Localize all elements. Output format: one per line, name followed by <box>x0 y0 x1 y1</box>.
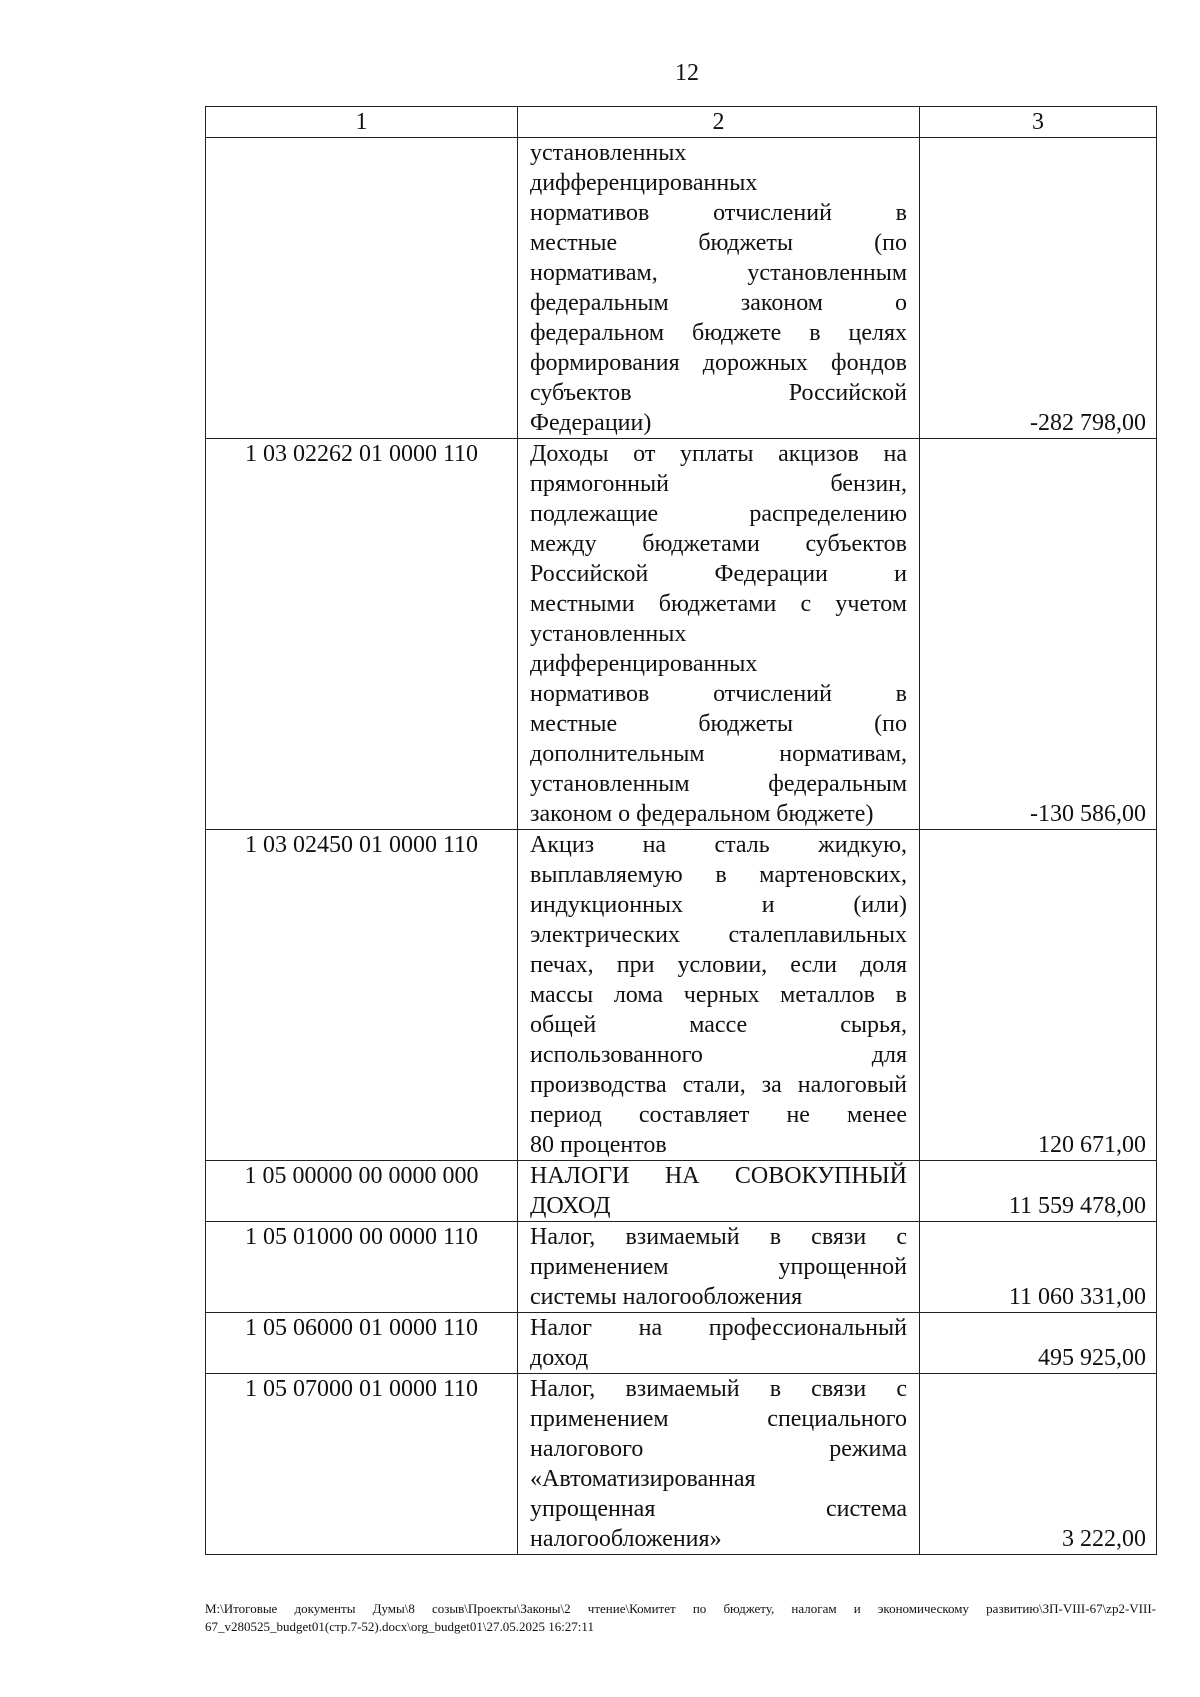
row-code: 1 05 06000 01 0000 110 <box>206 1313 518 1374</box>
description-line: федеральным законом о <box>530 290 907 316</box>
description-line: Доходы от уплаты акцизов на <box>530 441 907 467</box>
row-amount-cell <box>920 830 1157 1161</box>
description-line: массы лома черных металлов в <box>530 982 907 1008</box>
budget-table <box>205 106 1157 1555</box>
description-line: Федерации) <box>530 410 652 436</box>
table-header-row <box>206 107 1157 138</box>
description-line: установленным федеральным <box>530 771 907 797</box>
description-line: формирования дорожных фондов <box>530 350 907 376</box>
description-line: Налог, взимаемый в связи с <box>530 1376 907 1402</box>
row-amount-cell <box>920 439 1157 830</box>
description-line: подлежащие распределению <box>530 501 907 527</box>
row-amount: 3 222,00 <box>1062 1526 1146 1552</box>
table-row <box>206 1374 1157 1555</box>
page-number: 12 <box>675 60 699 86</box>
table-row <box>206 830 1157 1161</box>
row-amount-cell <box>920 1313 1157 1374</box>
description-line: доход <box>530 1345 589 1371</box>
description-line: законом о федеральном бюджете) <box>530 801 874 827</box>
row-code <box>206 138 518 439</box>
row-description <box>518 1222 920 1313</box>
description-line: местными бюджетами с учетом <box>530 591 907 617</box>
description-line: использованного для <box>530 1042 907 1068</box>
header-col-1: 1 <box>206 107 518 138</box>
description-line: Налог на профессиональный <box>530 1315 907 1341</box>
description-line: установленных <box>530 621 687 647</box>
row-amount: 495 925,00 <box>1038 1345 1146 1371</box>
row-amount-cell <box>920 1222 1157 1313</box>
description-line: прямогонный бензин, <box>530 471 907 497</box>
description-line: между бюджетами субъектов <box>530 531 907 557</box>
row-description <box>518 138 920 439</box>
row-amount-cell <box>920 138 1157 439</box>
description-line: Налог, взимаемый в связи с <box>530 1224 907 1250</box>
description-line: производства стали, за налоговый <box>530 1072 907 1098</box>
description-line: дифференцированных <box>530 651 758 677</box>
description-line: печах, при условии, если доля <box>530 952 907 978</box>
row-description <box>518 1161 920 1222</box>
row-description <box>518 1313 920 1374</box>
row-amount: 120 671,00 <box>1038 1132 1146 1158</box>
description-line: налогообложения» <box>530 1526 722 1552</box>
file-path-footer: M:\Итоговые документы Думы\8 созыв\Проекты\Законы\2 чтение\Комитет по бюджету, налогам и экономическому развитию\ЗП-VIII-67\zp2-VIII-67_v280525_budget01(стр.7-52).docx\org_budget01\27.05.2025 16:27:11 <box>205 1601 1156 1634</box>
table-row <box>206 1313 1157 1374</box>
description-line: «Автоматизированная <box>530 1466 756 1492</box>
description-line: общей массе сырья, <box>530 1012 907 1038</box>
row-code: 1 03 02262 01 0000 110 <box>206 439 518 830</box>
row-description <box>518 1374 920 1555</box>
description-line: федеральном бюджете в целях <box>530 320 907 346</box>
description-line: Акциз на сталь жидкую, <box>530 832 907 858</box>
description-line: нормативов отчислений в <box>530 200 907 226</box>
row-amount: 11 559 478,00 <box>1008 1193 1146 1219</box>
table-row <box>206 439 1157 830</box>
description-line: системы налогообложения <box>530 1284 803 1310</box>
description-line: упрощенная система <box>530 1496 907 1522</box>
row-amount: -282 798,00 <box>1030 410 1146 436</box>
row-code: 1 05 00000 00 0000 000 <box>206 1161 518 1222</box>
header-col-2: 2 <box>518 107 920 138</box>
table-row <box>206 138 1157 439</box>
description-line: дополнительным нормативам, <box>530 741 907 767</box>
row-amount-cell <box>920 1374 1157 1555</box>
description-line: налогового режима <box>530 1436 907 1462</box>
description-line: установленных <box>530 140 687 166</box>
description-line: местные бюджеты (по <box>530 711 907 737</box>
table-row <box>206 1222 1157 1313</box>
description-line: индукционных и (или) <box>530 892 907 918</box>
row-code: 1 05 07000 01 0000 110 <box>206 1374 518 1555</box>
description-line: 80 процентов <box>530 1132 667 1158</box>
row-description <box>518 830 920 1161</box>
description-line: выплавляемую в мартеновских, <box>530 862 907 888</box>
row-code: 1 03 02450 01 0000 110 <box>206 830 518 1161</box>
row-amount: -130 586,00 <box>1030 801 1146 827</box>
row-description <box>518 439 920 830</box>
row-amount-cell <box>920 1161 1157 1222</box>
description-line: Российской Федерации и <box>530 561 907 587</box>
description-line: дифференцированных <box>530 170 758 196</box>
description-line: нормативам, установленным <box>530 260 907 286</box>
description-line: электрических сталеплавильных <box>530 922 907 948</box>
description-line: ДОХОД <box>530 1193 611 1219</box>
table-row <box>206 1161 1157 1222</box>
description-line: применением упрощенной <box>530 1254 907 1280</box>
description-line: субъектов Российской <box>530 380 907 406</box>
row-code: 1 05 01000 00 0000 110 <box>206 1222 518 1313</box>
description-line: местные бюджеты (по <box>530 230 907 256</box>
row-amount: 11 060 331,00 <box>1008 1284 1146 1310</box>
description-line: период составляет не менее <box>530 1102 907 1128</box>
header-col-3: 3 <box>920 107 1157 138</box>
description-line: НАЛОГИ НА СОВОКУПНЫЙ <box>530 1163 907 1189</box>
description-line: нормативов отчислений в <box>530 681 907 707</box>
description-line: применением специального <box>530 1406 907 1432</box>
